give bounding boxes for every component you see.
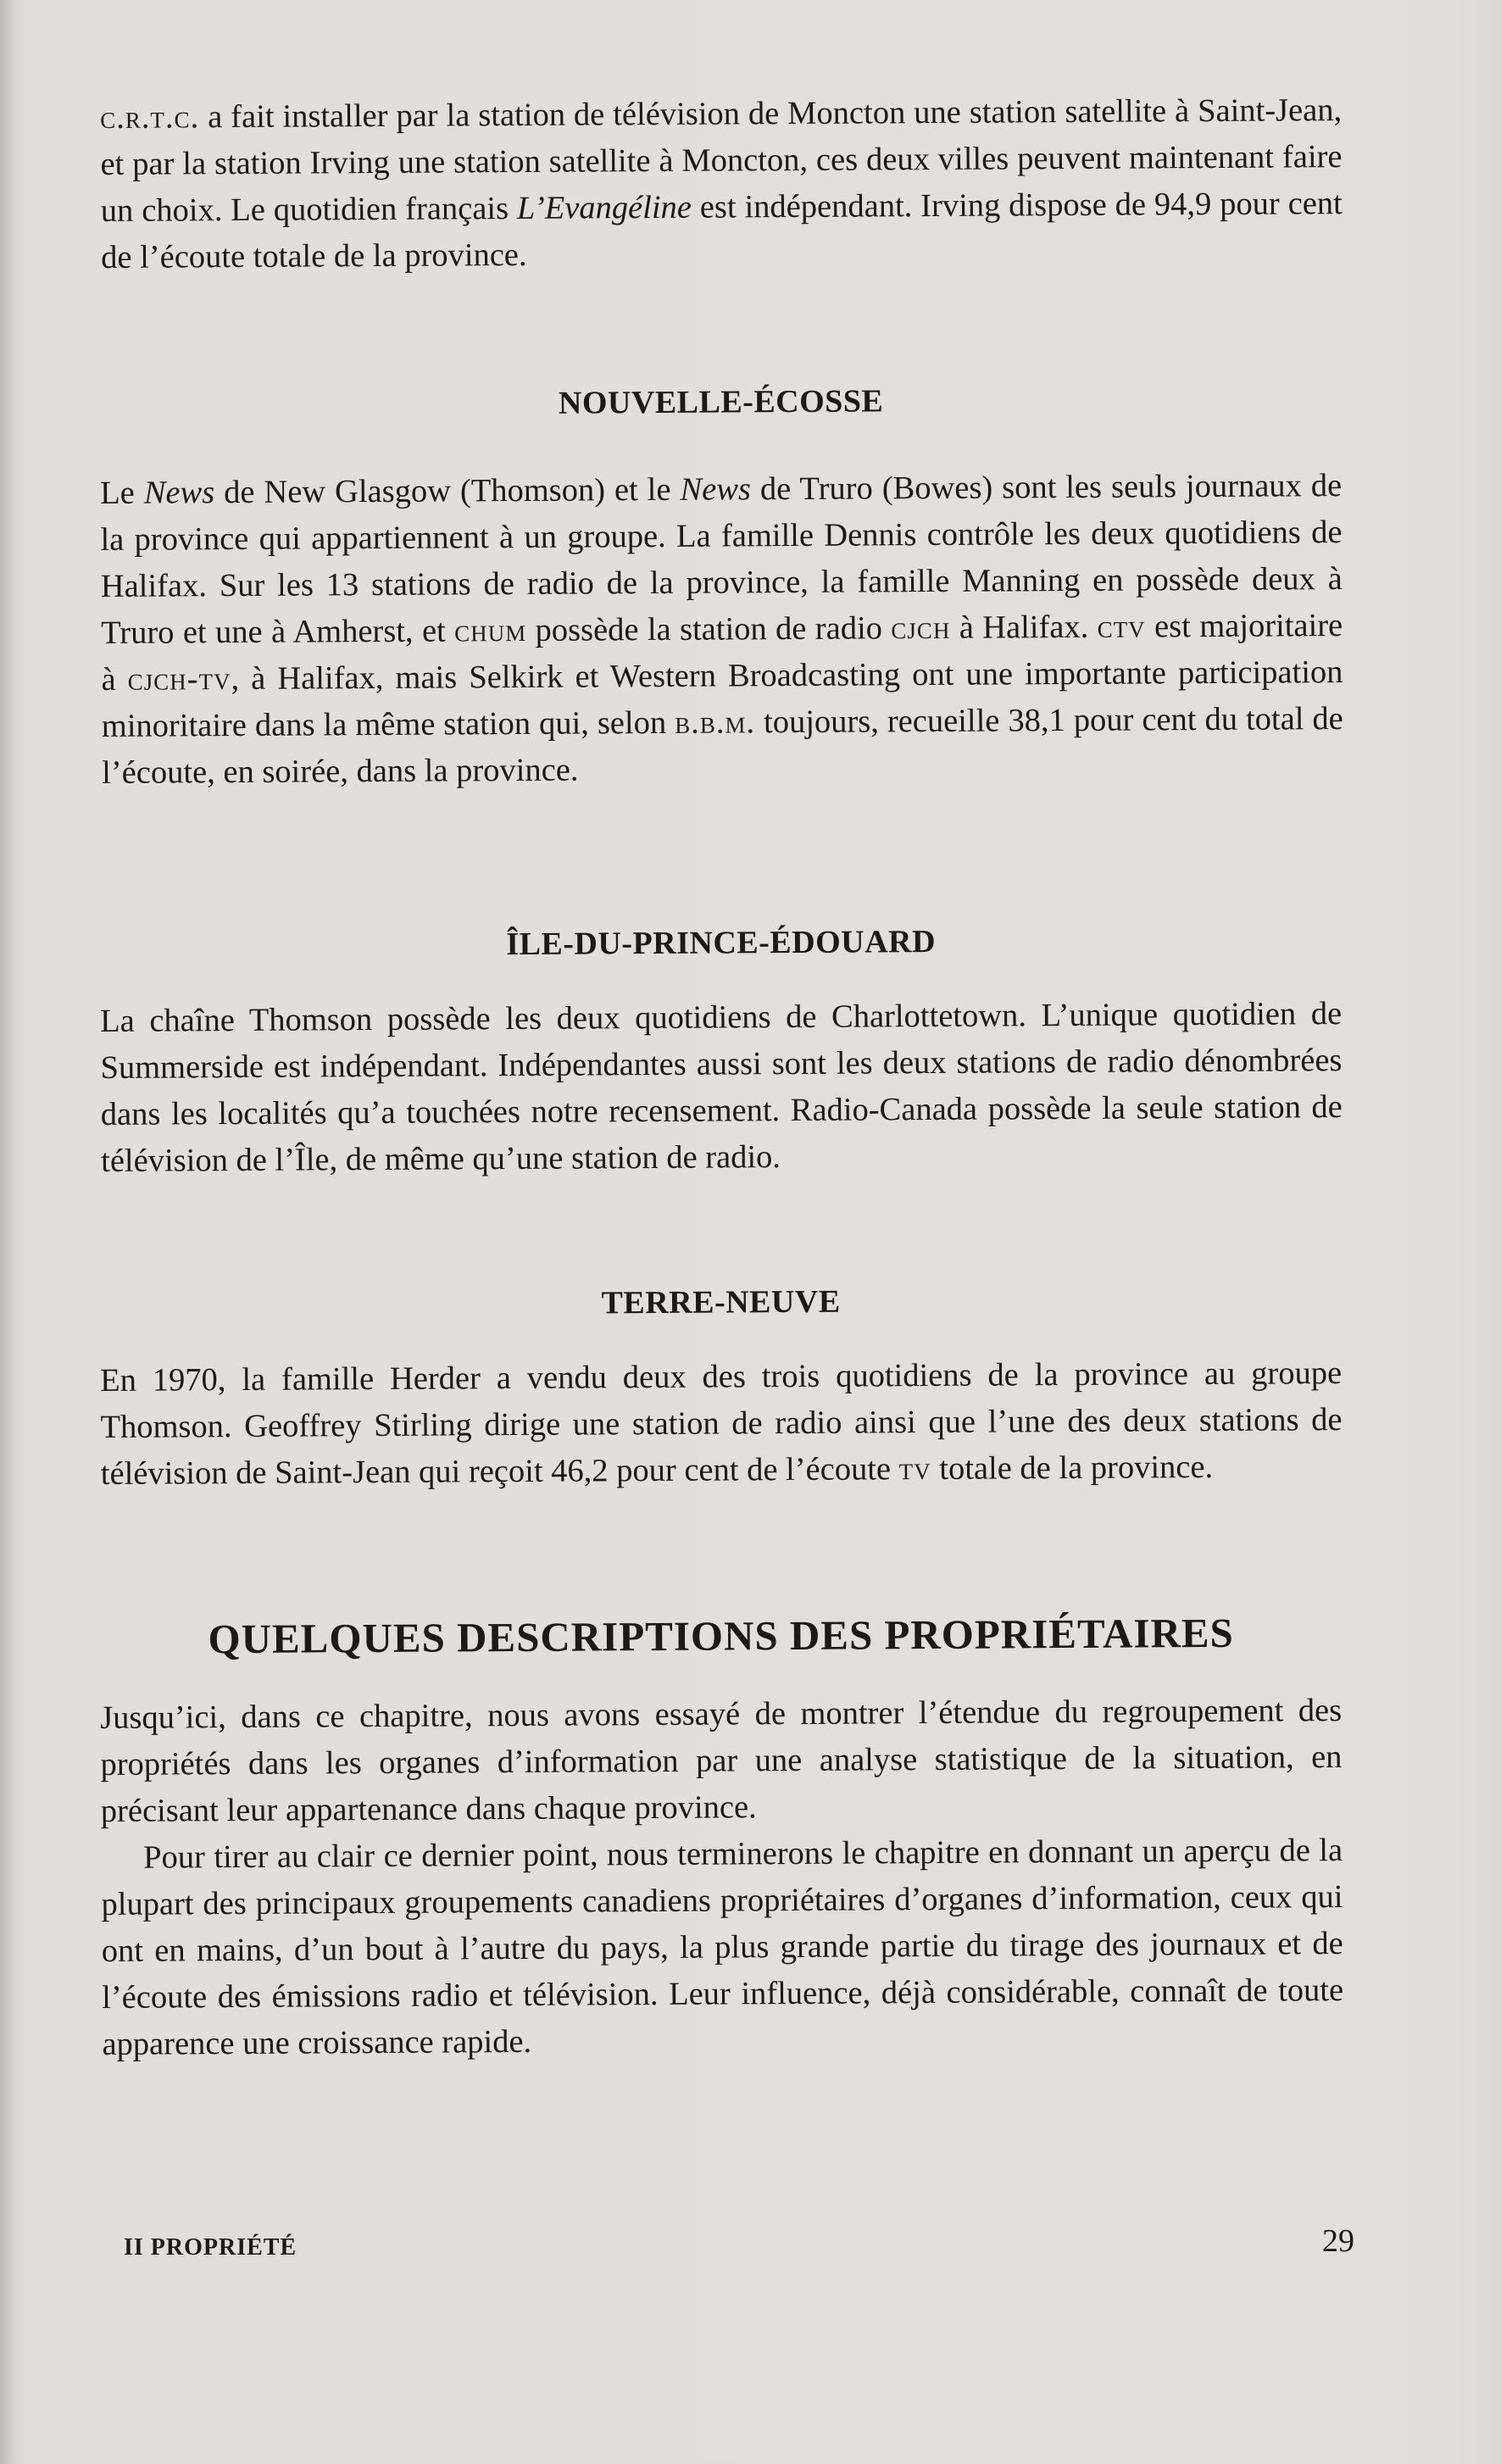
newspaper-title: News	[143, 475, 215, 511]
heading-nouvelle-ecosse-wrap	[100, 375, 1342, 430]
text-run: de New Glasgow (Thomson) et le	[214, 471, 681, 511]
paragraphs-descriptions	[100, 1688, 1344, 2068]
page-number: 29	[1322, 2223, 1354, 2259]
text-run: à Halifax.	[950, 609, 1098, 646]
text-run: totale de la province.	[931, 1449, 1214, 1488]
abbr-bbm: b.b.m.	[675, 704, 756, 741]
body-paragraph: Jusqu’ici, dans ce chapitre, nous avons essayé de montrer l’étendue du regroupement des propriétés dans les organes d’information par une analyse statistique de la situation, en précisant leur appartenance dans chaque province.	[100, 1693, 1343, 1829]
text-run: possède la station de radio	[526, 610, 892, 648]
text-run: Le	[100, 475, 144, 511]
text-run: est indépendant. Irving dispose de 94,9 pour cent de l’écoute totale de la province.	[101, 186, 1343, 275]
heading-ile-du-prince-edouard: ÎLE-DU-PRINCE-ÉDOUARD	[506, 923, 937, 963]
abbr-crtc: c.r.t.c.	[100, 99, 200, 136]
text-run: de Truro (Bowes) sont les seuls journaux de la province qui appartiennent à un groupe. La famille Dennis contrôle les deux quotidiens de Halifax. Sur les 13 stations de radio de la province, la famille Manning en possède deux à Truro et une à Amherst, et	[100, 468, 1343, 651]
body-paragraph: La chaîne Thomson possède les deux quotidiens de Charlottetown. L’unique quotidien de Summerside est indépendant. Indépendantes aussi sont les deux stations de radio dénombrées dans les localités qu’a touchées notre recensement. Radio-Canada possède la seule station de télévision de l’Île, de même qu’une station de radio.	[100, 996, 1343, 1179]
abbr-chum: chum	[454, 612, 527, 649]
heading-main-wrap	[100, 1607, 1342, 1666]
body-paragraph: Pour tirer au clair ce dernier point, nous terminerons le chapitre en donnant un aperçu de la plupart des principaux groupements canadiens propriétaires d’organes d’information, ceux qui ont en mains, d’un bout à l’autre du pays, la plus grande partie du tirage des journaux et de l’écoute des émissions radio et télévision. Leur influence, déjà considérable, connaît de toute apparence une croissance rapide.	[101, 1833, 1344, 2062]
text-run: est majoritaire à	[101, 608, 1343, 698]
abbr-cjch: cjch	[891, 609, 951, 647]
text-run: toujours, recueille 38,1 pour cent du total de l’écoute, en soirée, dans la province.	[102, 701, 1343, 791]
paragraph-terre-neuve	[100, 1350, 1343, 1498]
newspaper-title: News	[680, 471, 752, 508]
running-footer-section: II PROPRIÉTÉ	[124, 2234, 297, 2261]
text-run: En 1970, la famille Herder a vendu deux des trois quotidiens de la province au groupe Thomson. Geoffrey Stirling dirige une station de radio ainsi que l’une des deux stations de télévision de Saint-Jean qui reçoit 46,2 pour cent de l’écoute	[100, 1355, 1343, 1492]
text-run: a fait installer par la station de télévision de Moncton une station satellite à Saint-Jean, et par la station Irving une station satellite à Moncton, ces deux villes peuvent maintenant faire un choix. Le quotidien français	[100, 92, 1343, 229]
heading-nouvelle-ecosse: NOUVELLE-ÉCOSSE	[558, 383, 884, 421]
abbr-cjch-tv: cjch-tv	[127, 661, 231, 698]
section-heading-proprietaires: QUELQUES DESCRIPTIONS DES PROPRIÉTAIRES	[208, 1609, 1234, 1663]
heading-terre-neuve: TERRE-NEUVE	[601, 1283, 841, 1321]
body-paragraph	[100, 463, 1343, 797]
text-run: , à Halifax, mais Selkirk et Western Broadcasting ont une importante participation minoritaire dans la même station qui, selon	[101, 654, 1343, 744]
heading-terre-neuve-wrap	[100, 1276, 1342, 1330]
body-paragraph	[100, 87, 1343, 281]
paragraph-crtc	[100, 87, 1343, 281]
heading-ipe-wrap	[100, 916, 1342, 971]
newspaper-title: L’Evangéline	[516, 189, 692, 226]
gutter-shadow	[0, 0, 15, 2464]
abbr-ctv: ctv	[1097, 609, 1146, 645]
abbr-tv: tv	[898, 1451, 931, 1488]
paragraph-ile-du-prince-edouard	[100, 991, 1343, 1185]
paragraph-nouvelle-ecosse	[100, 463, 1343, 797]
body-paragraph	[100, 1350, 1343, 1498]
